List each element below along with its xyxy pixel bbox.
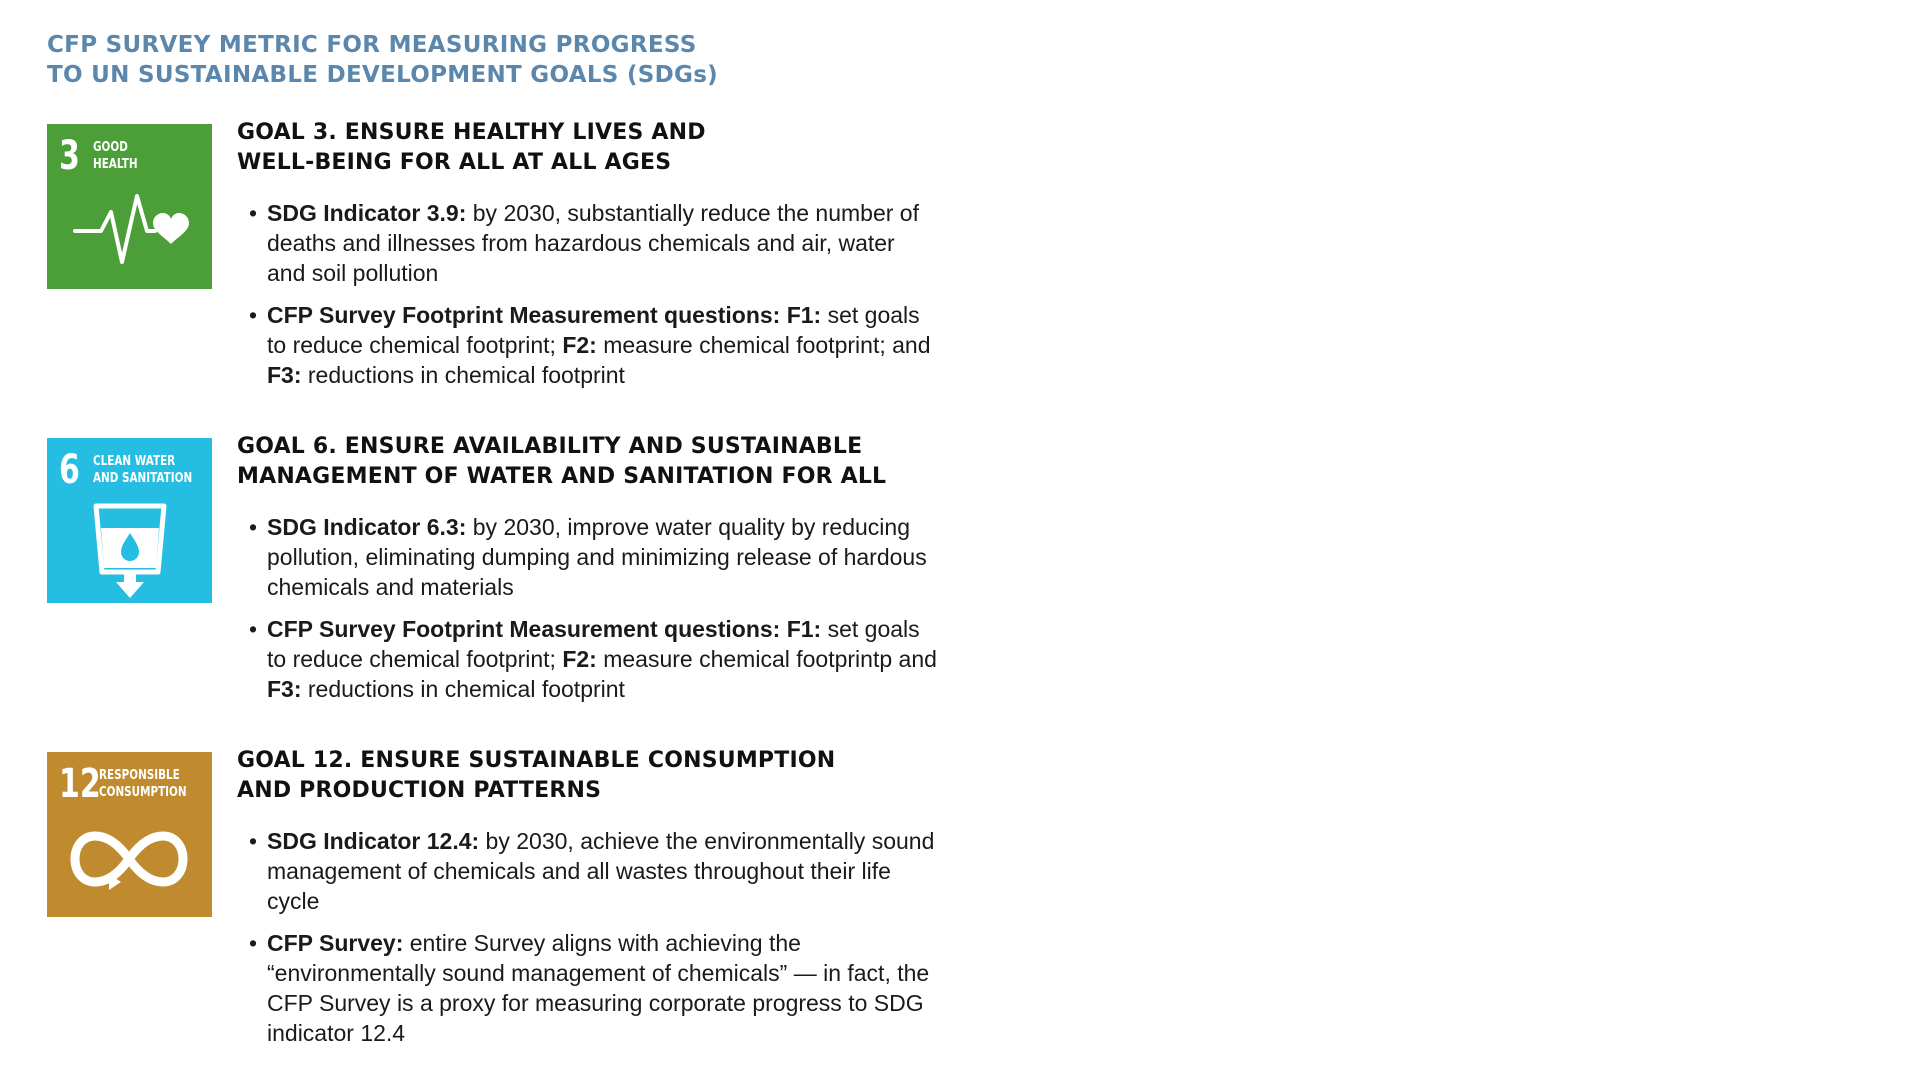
- sdg-6-name-line-1: CLEAN WATER: [93, 454, 176, 469]
- survey-text: entire Survey aligns with achieving the “environmentally sound management of chemicals” — in fact, the CFP Survey is a proxy for measuring corporate progress to SDG indicator 12.4: [267, 930, 930, 1046]
- sdg-3-tile: [47, 124, 212, 289]
- goal-3-body: [237, 118, 937, 402]
- f2-label: F2:: [555, 332, 597, 358]
- f1-label: F1:: [780, 302, 822, 328]
- cfp-label: CFP Survey Footprint Measurement questions:: [267, 616, 781, 642]
- bullet-icon: •: [249, 302, 258, 328]
- goal-6-body: [237, 432, 937, 716]
- indicator-text: by 2030, achieve the environmentally sound management of chemicals and all wastes throughout their life cycle: [267, 828, 935, 914]
- goal-12-body: [237, 746, 937, 1060]
- sdg-3-name-line-2: HEALTH: [93, 157, 138, 172]
- sdg-12-tile: [47, 752, 212, 917]
- f2-text: measure chemical footprint; and: [596, 332, 931, 358]
- list-item: [249, 198, 937, 288]
- page-title-line-1: CFP SURVEY METRIC FOR MEASURING PROGRESS: [47, 32, 697, 58]
- bullet-icon: •: [249, 930, 258, 956]
- goal-12-list: [237, 826, 937, 1048]
- cfp-label: CFP Survey Footprint Measurement questions:: [267, 302, 781, 328]
- f3-label: F3:: [267, 676, 302, 702]
- sdg-6-name: [93, 453, 192, 487]
- goal-3-list: [237, 198, 937, 390]
- infinity-icon: [69, 824, 189, 894]
- heartbeat-icon: [67, 184, 197, 274]
- indicator-label: SDG Indicator 3.9:: [267, 200, 467, 226]
- list-item: [249, 826, 937, 916]
- list-item: [249, 512, 937, 602]
- f1-label: F1:: [780, 616, 822, 642]
- bullet-icon: •: [249, 514, 258, 540]
- bullet-icon: •: [249, 200, 258, 226]
- goal-3-heading-line-2: WELL-BEING FOR ALL AT ALL AGES: [237, 150, 672, 175]
- goal-12-heading-line-1: GOAL 12. ENSURE SUSTAINABLE CONSUMPTION: [237, 748, 836, 773]
- bullet-icon: •: [249, 828, 258, 854]
- sdg-3-name-line-1: GOOD: [93, 140, 128, 155]
- goal-6-heading-line-1: GOAL 6. ENSURE AVAILABILITY AND SUSTAINABLE: [237, 434, 863, 459]
- page-title: [47, 30, 718, 90]
- water-glass-icon: [90, 500, 170, 600]
- goal-3-heading-line-1: GOAL 3. ENSURE HEALTHY LIVES AND: [237, 120, 706, 145]
- sdg-6-name-line-2: AND SANITATION: [93, 471, 193, 486]
- bullet-icon: •: [249, 616, 258, 642]
- survey-label: CFP Survey:: [267, 930, 404, 956]
- goal-12-heading: [237, 746, 937, 806]
- sdg-3-name: [93, 139, 138, 173]
- list-item: [249, 614, 937, 704]
- sdg-12-name-line-2: CONSUMPTION: [99, 785, 187, 800]
- indicator-text: by 2030, improve water quality by reducing pollution, eliminating dumping and minimizing release of hardous chemicals and materials: [267, 514, 927, 600]
- f1-text: set goals to reduce chemical footprint;: [267, 616, 920, 672]
- sdg-12-name: [99, 767, 187, 801]
- indicator-label: SDG Indicator 12.4:: [267, 828, 480, 854]
- sdg-12-name-line-1: RESPONSIBLE: [99, 768, 180, 783]
- sdg-3-number: 3: [59, 133, 80, 179]
- goal-6-heading: [237, 432, 937, 492]
- f1-text: set goals to reduce chemical footprint;: [267, 302, 920, 358]
- f3-text: reductions in chemical footprint: [301, 676, 625, 702]
- sdg-6-tile: [47, 438, 212, 603]
- page-title-line-2: TO UN SUSTAINABLE DEVELOPMENT GOALS (SDGs): [47, 62, 718, 88]
- indicator-text: by 2030, substantially reduce the number of deaths and illnesses from hazardous chemicals and air, water and soil pollution: [267, 200, 919, 286]
- sdg-12-number: 12: [59, 761, 101, 807]
- goal-6-list: [237, 512, 937, 704]
- indicator-label: SDG Indicator 6.3:: [267, 514, 467, 540]
- f3-text: reductions in chemical footprint: [301, 362, 625, 388]
- list-item: [249, 300, 937, 390]
- goal-3-heading: [237, 118, 937, 178]
- f2-text: measure chemical footprintp and: [596, 646, 937, 672]
- sdg-6-number: 6: [59, 447, 80, 493]
- f3-label: F3:: [267, 362, 302, 388]
- goal-12-heading-line-2: AND PRODUCTION PATTERNS: [237, 778, 602, 803]
- list-item: [249, 928, 937, 1048]
- goal-6-heading-line-2: MANAGEMENT OF WATER AND SANITATION FOR ALL: [237, 464, 887, 489]
- f2-label: F2:: [555, 646, 597, 672]
